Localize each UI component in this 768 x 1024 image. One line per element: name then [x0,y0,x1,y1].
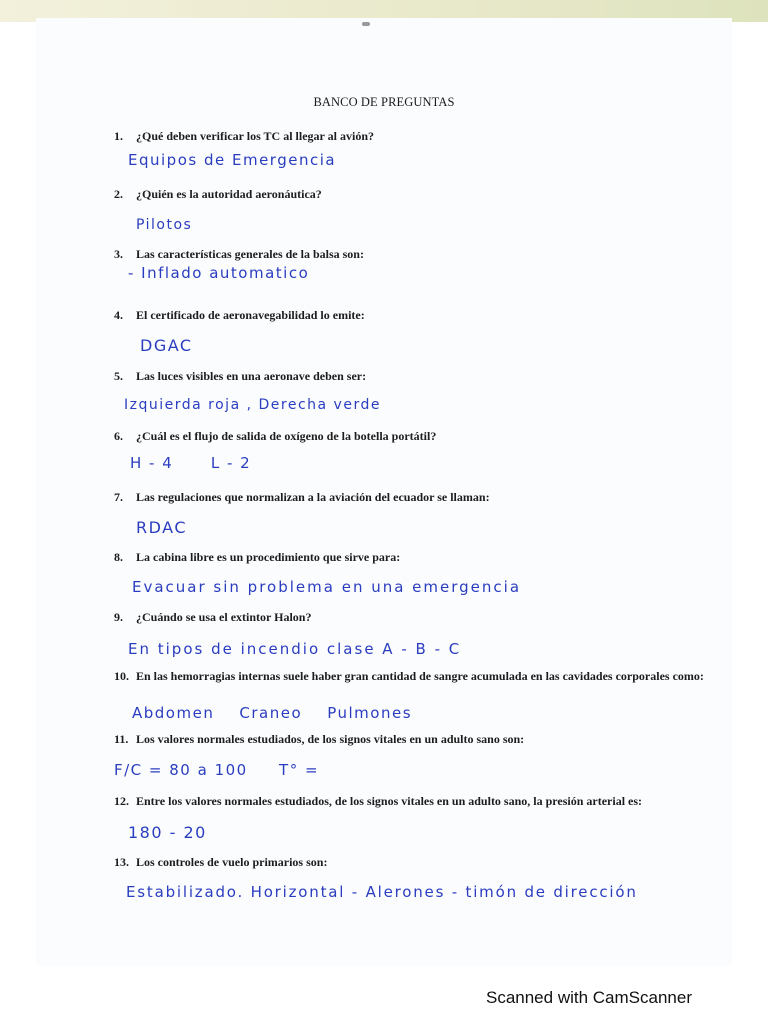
answer-10: Abdomen Craneo Pulmones [132,704,413,722]
answer-12: 180 - 20 [128,823,207,842]
paper-crease-mark [362,22,370,26]
question-text: En las hemorragias internas suele haber gran cantidad de sangre acumulada en las cavidades corporales como: [136,669,704,683]
question-text: Las luces visibles en una aeronave deben ser: [136,369,367,383]
question-text: Las características generales de la balsa son: [136,247,364,261]
camscanner-watermark: Scanned with CamScanner [485,988,692,1007]
question-5 [114,369,366,384]
question-4 [114,308,365,323]
question-text: Las regulaciones que normalizan a la aviación del ecuador se llaman: [136,490,490,504]
question-number: 6. [114,429,123,443]
question-text: ¿Cuál es el flujo de salida de oxígeno de la botella portátil? [136,429,437,443]
question-text: ¿Quién es la autoridad aeronáutica? [136,187,322,201]
answer-8: Evacuar sin problema en una emergencia [132,578,522,596]
answer-4: DGAC [140,336,193,355]
question-text: La cabina libre es un procedimiento que sirve para: [136,550,401,564]
question-text: Los controles de vuelo primarios son: [136,855,328,869]
question-text: ¿Cuándo se usa el extintor Halon? [136,610,312,624]
question-13 [114,855,327,870]
question-number: 3. [114,247,123,261]
document-title: BANCO DE PREGUNTAS [313,95,455,109]
answer-2: Pilotos [136,217,193,233]
answer-1: Equipos de Emergencia [128,151,337,169]
question-number: 9. [114,610,123,624]
answer-13: Estabilizado. Horizontal - Alerones - timón de dirección [126,883,638,901]
question-number: 5. [114,369,123,383]
question-1 [114,129,374,144]
answer-9: En tipos de incendio clase A - B - C [128,640,462,658]
question-11 [114,732,524,747]
question-number: 12. [114,794,129,808]
question-12 [114,794,642,809]
question-number: 11. [114,732,129,746]
answer-6: H - 4 L - 2 [130,454,252,472]
question-text: El certificado de aeronavegabilidad lo emite: [136,308,365,322]
question-text: ¿Qué deben verificar los TC al llegar al avión? [136,129,374,143]
question-text: Los valores normales estudiados, de los signos vitales en un adulto sano son: [136,732,525,746]
answer-11: F/C = 80 a 100 T° = [114,761,320,779]
question-8 [114,550,400,565]
answer-7: RDAC [136,518,187,537]
question-9 [114,610,311,625]
question-number: 2. [114,187,123,201]
question-number: 13. [114,855,129,869]
scanned-paper-sheet [36,18,732,966]
answer-3: - Inflado automatico [128,264,310,282]
question-10 [114,669,704,684]
question-number: 4. [114,308,123,322]
question-2 [114,187,322,202]
question-number: 1. [114,129,123,143]
question-7 [114,490,490,505]
answer-5: Izquierda roja , Derecha verde [124,397,381,413]
question-number: 7. [114,490,123,504]
question-number: 10. [114,669,129,683]
question-text: Entre los valores normales estudiados, de los signos vitales en un adulto sano, la presión arterial es: [136,794,643,808]
question-number: 8. [114,550,123,564]
question-6 [114,429,436,444]
question-3 [114,247,364,262]
